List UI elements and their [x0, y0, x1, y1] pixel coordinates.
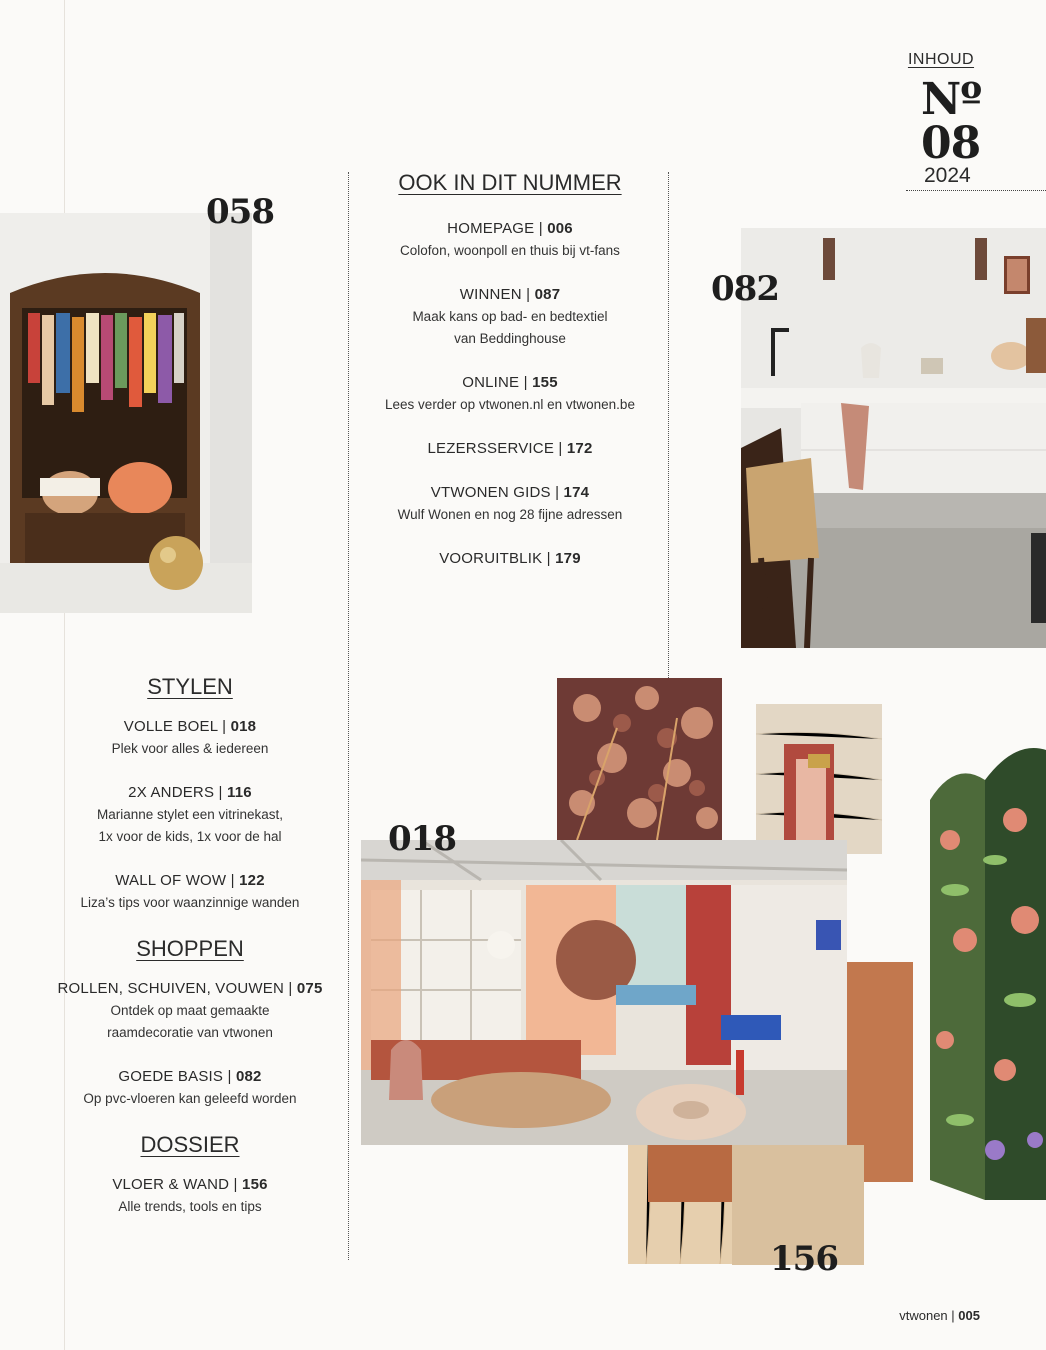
- contents-entry: [360, 482, 660, 526]
- footer-separator: |: [951, 1308, 955, 1323]
- living-room-photo: [361, 840, 847, 1145]
- entry-heading: [40, 870, 340, 892]
- entry-page-number: 122: [239, 872, 265, 889]
- contents-section: [40, 674, 340, 914]
- entry-separator: |: [521, 286, 535, 303]
- wood-panel-sample: [756, 704, 882, 854]
- header-dotted-rule: [906, 190, 1046, 191]
- entry-page-number: 155: [532, 374, 558, 391]
- fabric-rolls: [925, 740, 1046, 1200]
- entry-separator: |: [229, 1176, 243, 1193]
- contents-entry: [40, 716, 340, 760]
- contents-entry: [40, 978, 340, 1044]
- wardrobe-page-label: 058: [206, 192, 274, 232]
- ook-in-dit-nummer-list: [360, 218, 660, 592]
- kitchen-page-label: 082: [711, 269, 779, 309]
- entry-description: Maak kans op bad- en bedtextiel: [412, 309, 608, 324]
- entry-separator: |: [550, 484, 564, 501]
- issue-number: 08: [921, 118, 981, 169]
- entry-description: Wulf Wonen en nog 28 fijne adressen: [397, 507, 623, 522]
- entry-description: Marianne stylet een vitrinekast,: [96, 807, 284, 822]
- entry-separator: |: [217, 718, 231, 735]
- entry-description: Ontdek op maat gemaakte: [110, 1003, 270, 1018]
- contents-entry: [40, 1174, 340, 1218]
- wardrobe-photo: [0, 213, 252, 613]
- entry-page-number: 082: [235, 1068, 262, 1085]
- entry-heading: [40, 1066, 340, 1088]
- column-divider-left: [348, 172, 349, 1260]
- entry-separator: |: [554, 440, 567, 457]
- entry-separator: |: [534, 220, 548, 237]
- entry-heading: [360, 284, 660, 306]
- entry-page-number: 172: [566, 440, 593, 457]
- entry-heading: [360, 482, 660, 504]
- entry-label: VOLLE BOEL: [123, 718, 218, 735]
- entry-heading: [360, 438, 660, 460]
- entry-label: ROLLEN, SCHUIVEN, VOUWEN: [57, 980, 285, 997]
- samples-page-label: 156: [770, 1239, 838, 1279]
- entry-separator: |: [214, 784, 228, 801]
- entry-label: VOORUITBLIK: [439, 550, 543, 567]
- entry-page-number: 087: [534, 286, 561, 303]
- entry-separator: |: [223, 1068, 236, 1085]
- contents-entry: [360, 548, 660, 570]
- entry-label: ONLINE: [462, 374, 520, 391]
- entry-description: Op pvc-vloeren kan geleefd worden: [83, 1091, 297, 1106]
- entry-label: WALL OF WOW: [115, 872, 227, 889]
- section-heading: SHOPPEN: [136, 936, 244, 961]
- entry-label: VTWONEN GIDS: [430, 484, 551, 501]
- kitchen-photo: [741, 228, 1046, 648]
- entry-heading: [360, 372, 660, 394]
- floral-wallpaper-sample: [557, 678, 722, 840]
- issue-year: 2024: [924, 164, 971, 187]
- contents-entry: [360, 284, 660, 350]
- entry-description: Liza’s tips voor waanzinnige wanden: [80, 895, 300, 910]
- section-heading: STYLEN: [147, 674, 233, 699]
- entry-page-number: 075: [296, 980, 323, 997]
- page-footer: [870, 1308, 980, 1323]
- contents-entry: [40, 870, 340, 914]
- entry-separator: |: [226, 872, 240, 889]
- entry-page-number: 174: [563, 484, 590, 501]
- contents-left-column: [40, 674, 340, 1240]
- contents-entry: [360, 372, 660, 416]
- living-room-page-label: 018: [388, 819, 456, 859]
- contents-entry: [40, 1066, 340, 1110]
- entry-description: Alle trends, tools en tips: [118, 1199, 262, 1214]
- entry-description: van Beddinghouse: [454, 331, 566, 346]
- issue-symbol: Nº: [921, 74, 982, 125]
- entry-label: VLOER & WAND: [112, 1176, 230, 1193]
- contents-entry: [360, 218, 660, 262]
- contents-entry: [40, 782, 340, 848]
- entry-description: 1x voor de kids, 1x voor de hal: [98, 829, 282, 844]
- entry-heading: [40, 978, 340, 1000]
- entry-heading: [360, 548, 660, 570]
- entry-description: Lees verder op vtwonen.nl en vtwonen.be: [385, 397, 635, 412]
- entry-label: HOMEPAGE: [447, 220, 535, 237]
- entry-label: 2X ANDERS: [128, 784, 215, 801]
- entry-description: Plek voor alles & iedereen: [111, 741, 269, 756]
- entry-separator: |: [542, 550, 556, 567]
- entry-page-number: 018: [230, 718, 257, 735]
- ook-in-dit-nummer-title: OOK IN DIT NUMMER: [398, 170, 622, 195]
- entry-page-number: 006: [547, 220, 573, 237]
- entry-label: WINNEN: [459, 286, 522, 303]
- footer-brand: vtwonen: [899, 1308, 948, 1323]
- column-divider-right: [668, 172, 669, 680]
- entry-label: GOEDE BASIS: [118, 1068, 224, 1085]
- contents-section: [40, 936, 340, 1110]
- entry-label: LEZERSSERVICE: [427, 440, 555, 457]
- entry-description: raamdecoratie van vtwonen: [107, 1025, 273, 1040]
- contents-section: [40, 1132, 340, 1218]
- entry-page-number: 179: [555, 550, 581, 567]
- entry-page-number: 116: [227, 784, 252, 801]
- entry-separator: |: [519, 374, 533, 391]
- entry-heading: [360, 218, 660, 240]
- entry-page-number: 156: [242, 1176, 268, 1193]
- entry-separator: |: [284, 980, 297, 997]
- contents-entry: [360, 438, 660, 460]
- section-heading: DOSSIER: [140, 1132, 240, 1157]
- entry-description: Colofon, woonpoll en thuis bij vt-fans: [400, 243, 620, 258]
- section-label: INHOUD: [907, 51, 975, 68]
- entry-heading: [40, 716, 340, 738]
- entry-heading: [40, 1174, 340, 1196]
- entry-heading: [40, 782, 340, 804]
- footer-page-number: 005: [958, 1308, 980, 1323]
